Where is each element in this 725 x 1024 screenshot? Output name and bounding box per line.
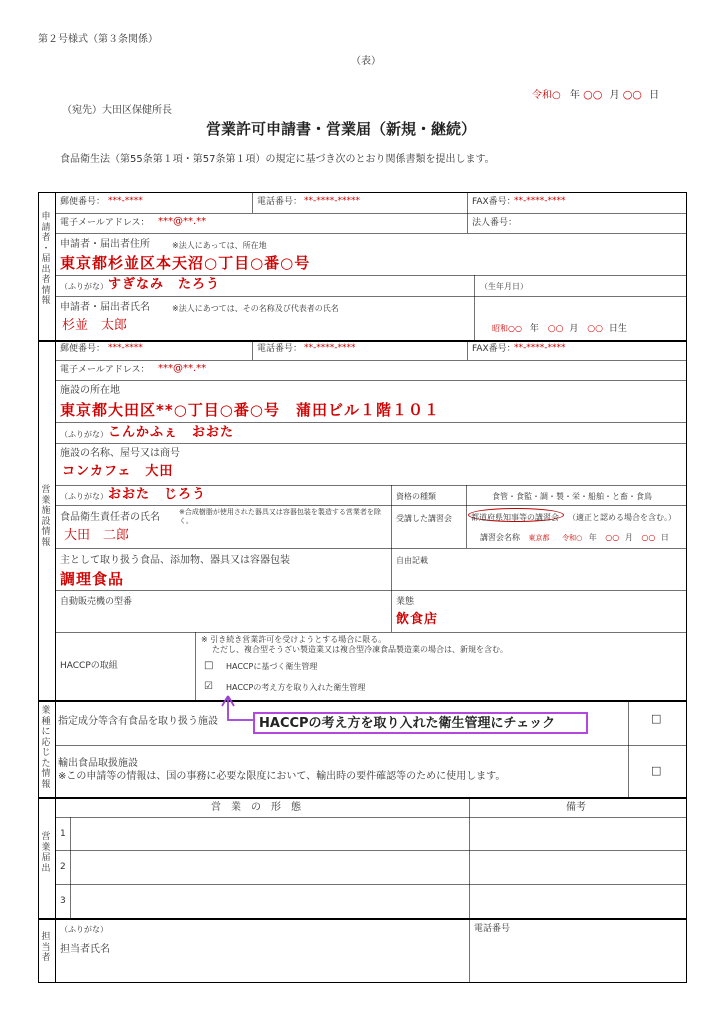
haccp-label: HACCPの取組 xyxy=(60,661,118,671)
manager-furigana-label: （ふりがな） xyxy=(60,492,108,501)
remarks-header: 備考 xyxy=(566,802,586,813)
applicant-name-label: 申請者・届出者氏名 xyxy=(60,302,150,313)
section-label-business-report: 営 業 届 出 xyxy=(41,832,51,874)
haccp-option-2-checkbox[interactable]: ☑ xyxy=(204,681,213,692)
contact-phone-field[interactable] xyxy=(474,938,682,978)
haccp-option-1-label: HACCPに基づく衛生管理 xyxy=(226,662,318,671)
course-selected-option[interactable]: 都道府県知事等の講習会 xyxy=(471,513,559,522)
applicant-email-field[interactable]: ***@**.** xyxy=(158,216,207,227)
applicant-furigana-field[interactable]: すぎなみ たろう xyxy=(108,277,221,292)
contact-furigana-label: （ふりがな） xyxy=(60,925,108,934)
applicant-corp-number-label: 法人番号： xyxy=(472,218,518,228)
submission-date: 令和○ 年 ○○ 月 ○○ 日 xyxy=(532,88,660,101)
course-label: 受講した講習会 xyxy=(396,514,452,523)
facility-phone-field[interactable]: **-****-**** xyxy=(304,343,356,353)
date-month-value: ○○ xyxy=(583,88,603,101)
date-era: 令和○ xyxy=(532,90,561,101)
applicant-fax-label: FAX番号： xyxy=(472,197,516,207)
facility-postal-field[interactable]: ***-**** xyxy=(108,343,143,353)
designated-ingredient-label: 指定成分等含有食品を取り扱う施設 xyxy=(58,716,218,727)
export-facility-label: 輸出食品取扱施設 xyxy=(58,758,138,769)
facility-fax-label: FAX番号： xyxy=(472,344,516,354)
section-label-business-type: 業 種 に 応 じ た 情 報 xyxy=(41,706,51,790)
business-label: 業態 xyxy=(396,597,415,607)
facility-furigana-field[interactable]: こんかふぇ おおた xyxy=(108,425,235,440)
business-form-header: 営 業 の 形 態 xyxy=(211,802,301,813)
applicant-address-label: 申請者・届出者住所 xyxy=(60,239,150,250)
haccp-note-1: ※ 引き続き営業許可を受けようとする場合に限る。 xyxy=(201,635,387,644)
contact-name-field[interactable] xyxy=(60,958,465,980)
manager-furigana-field[interactable]: おおた じろう xyxy=(108,487,207,502)
annotation-text: HACCPの考え方を取り入れた衛生管理にチェック xyxy=(259,716,556,731)
free-description-label: 自由記載 xyxy=(396,556,428,565)
designated-ingredient-checkbox[interactable]: □ xyxy=(651,712,662,725)
date-day-value: ○○ xyxy=(622,88,642,101)
manager-name-label: 食品衛生責任者の氏名 xyxy=(60,512,160,523)
business-row-number-3: 3 xyxy=(60,896,66,906)
business-row-3-field[interactable] xyxy=(71,885,468,917)
qualification-label: 資格の種類 xyxy=(396,492,436,501)
applicant-birth-label: （生年月日） xyxy=(480,282,528,291)
annotation-box xyxy=(253,712,588,734)
applicant-birth-date: 昭和○○ 年 ○○ 月 ○○ 日生 xyxy=(492,324,627,334)
facility-name-label: 施設の名称、屋号又は商号 xyxy=(60,448,180,459)
course-note: （適正と認める場合を含む。） xyxy=(568,513,676,522)
haccp-option-1-checkbox[interactable]: □ xyxy=(204,660,214,671)
contact-name-label: 担当者氏名 xyxy=(60,944,110,955)
facility-location-field[interactable]: 東京都大田区**○丁目○番○号 蒲田ビル１階１０１ xyxy=(60,401,440,419)
applicant-phone-label: 電話番号： xyxy=(257,197,303,207)
page-side-label: （表） xyxy=(351,56,381,67)
export-facility-note: ※この申請等の情報は、国の事務に必要な限度において、輸出時の要件確認等のために使用します。 xyxy=(58,771,506,782)
applicant-name-field[interactable]: 杉並 太郎 xyxy=(62,318,128,333)
contact-phone-label: 電話番号 xyxy=(474,924,511,934)
form-number: 第２号様式（第３条関係） xyxy=(38,34,158,45)
applicant-postal-label: 郵便番号： xyxy=(60,197,106,207)
recipient: （宛先）大田区保健所長 xyxy=(62,105,172,116)
section-label-facility: 営 業 施 設 情 報 xyxy=(41,485,51,548)
page-title: 営業許可申請書・営業届（新規・継続） xyxy=(206,120,477,138)
statement: 食品衛生法（第55条第１項・第57条第１項）の規定に基づき次のとおり関係書類を提出します。 xyxy=(60,154,495,165)
food-label: 主として取り扱う食品、添加物、器具又は容器包装 xyxy=(60,555,290,566)
applicant-address-note: ※法人にあっては、所在地 xyxy=(172,241,267,250)
applicant-fax-field[interactable]: **-****-**** xyxy=(514,196,566,206)
facility-name-field[interactable]: コンカフェ 大田 xyxy=(62,464,174,479)
course-name-field[interactable]: 東京都 xyxy=(528,534,550,542)
facility-postal-label: 郵便番号： xyxy=(60,344,106,354)
business-row-number-1: 1 xyxy=(60,829,66,839)
business-row-number-2: 2 xyxy=(60,862,66,872)
business-row-1-field[interactable] xyxy=(71,818,468,849)
applicant-email-label: 電子メールアドレス： xyxy=(60,218,150,228)
haccp-option-2-label: HACCPの考え方を取り入れた衛生管理 xyxy=(226,683,366,692)
manager-name-field[interactable]: 大田 二郎 xyxy=(64,528,130,543)
qualification-options[interactable]: 食管・食監・調・製・栄・船舶・と畜・食鳥 xyxy=(492,492,652,501)
vending-label: 自動販売機の型番 xyxy=(60,597,133,607)
facility-furigana-label: （ふりがな） xyxy=(60,430,108,439)
applicant-postal-field[interactable]: ***-**** xyxy=(108,196,143,206)
export-facility-checkbox[interactable]: □ xyxy=(651,764,662,777)
section-label-applicant: 申 請 者 ・ 届 出 者 情 報 xyxy=(41,212,51,306)
facility-location-label: 施設の所在地 xyxy=(60,385,120,396)
business-field[interactable]: 飲食店 xyxy=(396,612,439,627)
food-field[interactable]: 調理食品 xyxy=(60,570,125,588)
section-label-contact: 担 当 者 xyxy=(41,932,51,963)
applicant-furigana-label: （ふりがな） xyxy=(60,282,108,291)
business-row-2-field[interactable] xyxy=(71,851,468,883)
manager-name-note: ※合成樹脂が使用された器具又は容器包装を製造する営業者を除く。 xyxy=(179,508,381,525)
applicant-address-field[interactable]: 東京都杉並区本天沼○丁目○番○号 xyxy=(60,254,311,272)
facility-phone-label: 電話番号： xyxy=(257,344,303,354)
applicant-phone-field[interactable]: **-****-***** xyxy=(304,196,360,206)
haccp-note-2: ただし、複合型そうざい製造業又は複合型冷凍食品製造業の場合は、新規を含む。 xyxy=(212,645,508,654)
applicant-name-note: ※法人にあつては、その名称及び代表者の氏名 xyxy=(172,304,339,313)
facility-email-label: 電子メールアドレス： xyxy=(60,365,150,375)
course-name-date: 講習会名称 東京都 令和○ 年 ○○ 月 ○○ 日 xyxy=(480,533,669,542)
facility-email-field[interactable]: ***@**.** xyxy=(158,363,207,374)
facility-fax-field[interactable]: **-****-**** xyxy=(514,343,566,353)
